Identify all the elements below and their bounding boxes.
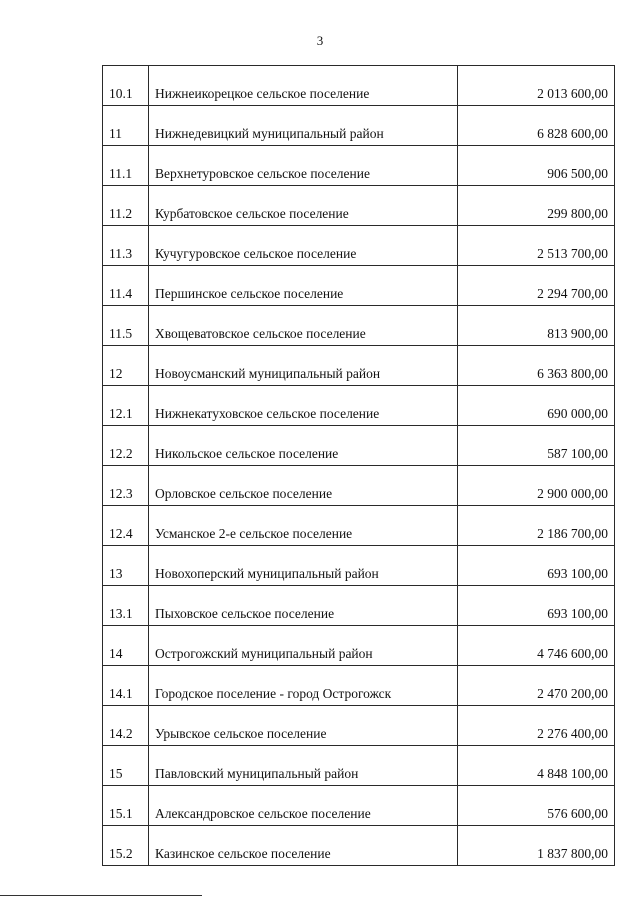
municipality-name: Павловский муниципальный район [149, 746, 458, 786]
amount-value: 906 500,00 [458, 146, 615, 186]
municipality-name: Александровское сельское поселение [149, 786, 458, 826]
row-number: 15.1 [103, 786, 149, 826]
municipality-name: Першинское сельское поселение [149, 266, 458, 306]
table-row [103, 106, 615, 146]
table-row [103, 346, 615, 386]
municipality-name: Нижнедевицкий муниципальный район [149, 106, 458, 146]
table-row [103, 826, 615, 866]
municipality-name: Никольское сельское поселение [149, 426, 458, 466]
amount-value: 690 000,00 [458, 386, 615, 426]
amount-value: 2 900 000,00 [458, 466, 615, 506]
amount-value: 693 100,00 [458, 546, 615, 586]
municipality-name: Нижнеикорецкое сельское поселение [149, 66, 458, 106]
table-row [103, 66, 615, 106]
row-number: 15.2 [103, 826, 149, 866]
footnote-divider [0, 895, 202, 896]
amount-value: 1 837 800,00 [458, 826, 615, 866]
amount-value: 6 363 800,00 [458, 346, 615, 386]
row-number: 12.4 [103, 506, 149, 546]
amount-value: 299 800,00 [458, 186, 615, 226]
municipality-name: Курбатовское сельское поселение [149, 186, 458, 226]
table-row [103, 506, 615, 546]
row-number: 10.1 [103, 66, 149, 106]
row-number: 12.3 [103, 466, 149, 506]
row-number: 14.1 [103, 666, 149, 706]
table-body [103, 66, 615, 866]
municipality-name: Острогожский муниципальный район [149, 626, 458, 666]
table-row [103, 466, 615, 506]
municipality-name: Усманское 2-е сельское поселение [149, 506, 458, 546]
municipality-name: Нижнекатуховское сельское поселение [149, 386, 458, 426]
amount-value: 2 013 600,00 [458, 66, 615, 106]
row-number: 11 [103, 106, 149, 146]
amount-value: 2 513 700,00 [458, 226, 615, 266]
amount-value: 2 276 400,00 [458, 706, 615, 746]
table-row [103, 386, 615, 426]
amount-value: 4 746 600,00 [458, 626, 615, 666]
row-number: 14 [103, 626, 149, 666]
amount-value: 2 186 700,00 [458, 506, 615, 546]
amount-value: 4 848 100,00 [458, 746, 615, 786]
amount-value: 813 900,00 [458, 306, 615, 346]
amount-value: 693 100,00 [458, 586, 615, 626]
amount-value: 587 100,00 [458, 426, 615, 466]
table-row [103, 626, 615, 666]
municipality-name: Новоусманский муниципальный район [149, 346, 458, 386]
table-row [103, 706, 615, 746]
municipality-name: Пыховское сельское поселение [149, 586, 458, 626]
municipality-name: Хвощеватовское сельское поселение [149, 306, 458, 346]
table-row [103, 226, 615, 266]
table-row [103, 266, 615, 306]
row-number: 14.2 [103, 706, 149, 746]
row-number: 12 [103, 346, 149, 386]
municipality-name: Новохоперский муниципальный район [149, 546, 458, 586]
amount-value: 6 828 600,00 [458, 106, 615, 146]
row-number: 11.1 [103, 146, 149, 186]
municipality-name: Верхнетуровское сельское поселение [149, 146, 458, 186]
table-row [103, 146, 615, 186]
page-number: 3 [316, 33, 324, 48]
municipality-name: Казинское сельское поселение [149, 826, 458, 866]
amount-value: 2 470 200,00 [458, 666, 615, 706]
row-number: 11.3 [103, 226, 149, 266]
amount-value: 576 600,00 [458, 786, 615, 826]
amount-value: 2 294 700,00 [458, 266, 615, 306]
municipality-name: Городское поселение - город Острогожск [149, 666, 458, 706]
municipality-name: Орловское сельское поселение [149, 466, 458, 506]
budget-table [102, 65, 615, 866]
row-number: 12.1 [103, 386, 149, 426]
table-row [103, 586, 615, 626]
table-row [103, 746, 615, 786]
row-number: 13 [103, 546, 149, 586]
table-row [103, 666, 615, 706]
row-number: 11.2 [103, 186, 149, 226]
municipality-name: Кучугуровское сельское поселение [149, 226, 458, 266]
municipality-name: Урывское сельское поселение [149, 706, 458, 746]
table-row [103, 546, 615, 586]
row-number: 11.4 [103, 266, 149, 306]
row-number: 12.2 [103, 426, 149, 466]
table-row [103, 426, 615, 466]
row-number: 15 [103, 746, 149, 786]
table-row [103, 306, 615, 346]
table-row [103, 186, 615, 226]
table-row [103, 786, 615, 826]
row-number: 11.5 [103, 306, 149, 346]
row-number: 13.1 [103, 586, 149, 626]
